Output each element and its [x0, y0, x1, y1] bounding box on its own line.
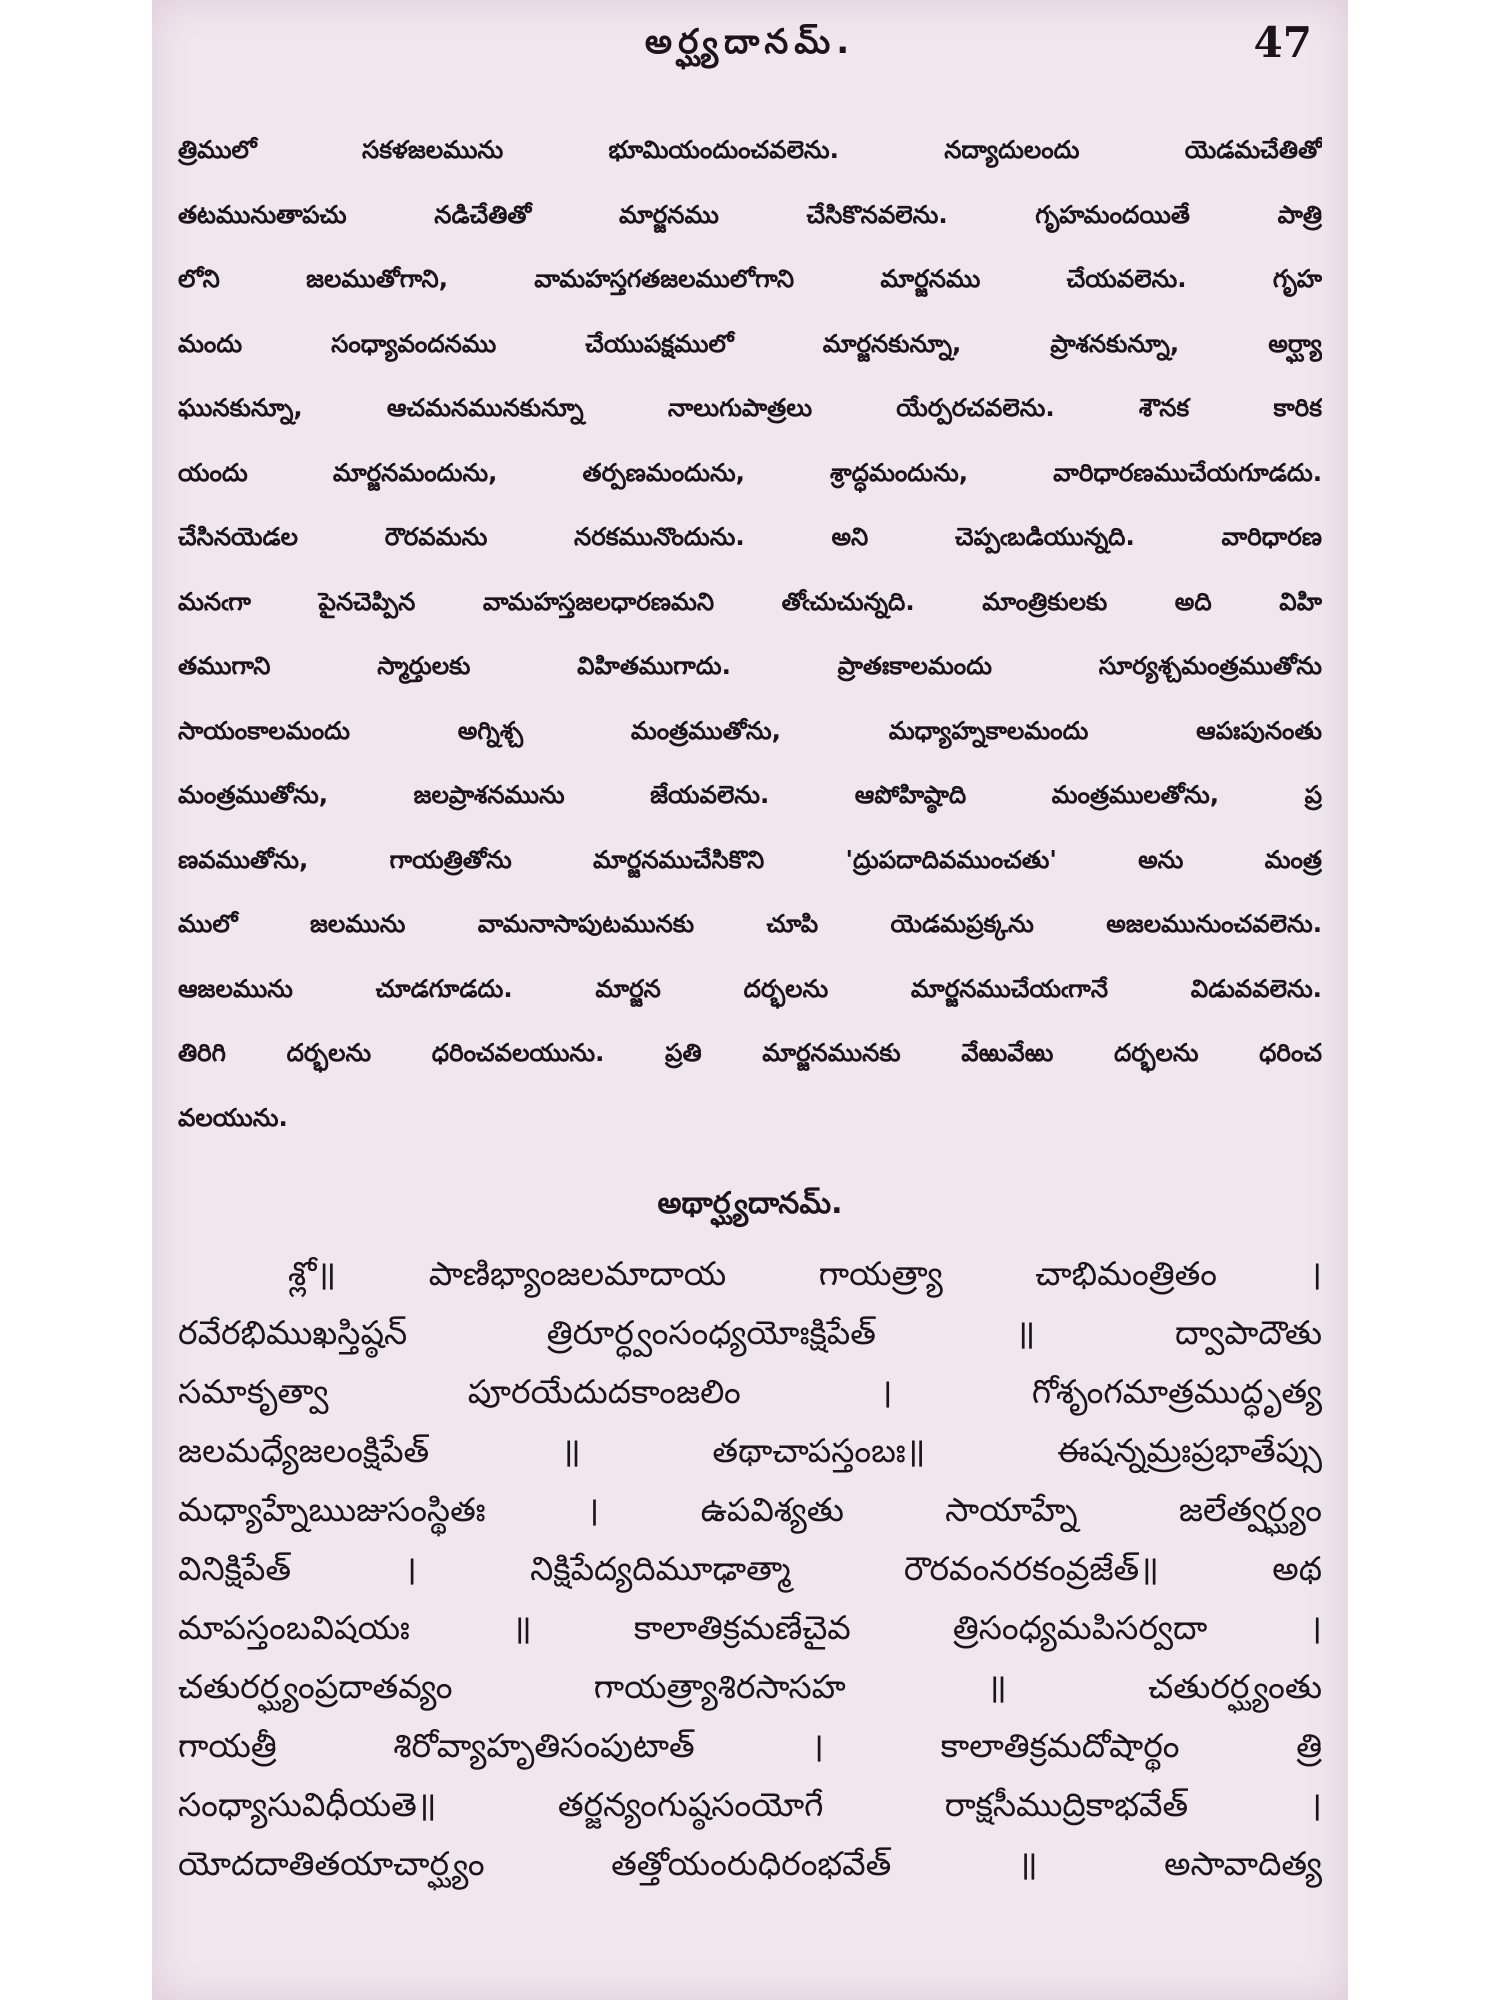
prose-line: త్రిములో సకళజలమును భూమియందుంచవలెను. నద్యాదులందు యెడమచేతితో	[178, 135, 1322, 164]
verse-line: సమాకృత్వా పూరయేదుదకాంజలిం । గోశృంగమాత్రముద్ధృత్య	[178, 1372, 1322, 1411]
prose-line: ణవముతోను, గాయత్రితోను మార్జనముచేసికొని 'ద్రుపదాదివముంచతు' అను మంత్ర	[178, 844, 1322, 874]
prose-line: సాయంకాలమందు అగ్నిశ్చ మంత్రముతోను, మధ్యాహ్నకాలమందు ఆపఃపునంతు	[178, 715, 1322, 745]
verse-line: రవేరభిముఖస్తిష్ఠన్ త్రిరూర్ధ్వంసంధ్యయోఃక్షిపేత్ ॥ ద్వాపాదౌతు	[178, 1313, 1322, 1352]
prose-line: మనఁగా పైనచెప్పిన వామహస్తజలధారణమని తోఁచుచున్నది. మాంత్రికులకు అది విహి	[178, 586, 1322, 616]
verse-line: మధ్యాహ్నేఋజుసంస్థితః । ఉపవిశ్యతు సాయాహ్నే జలేత్వర్ఘ్యం	[178, 1490, 1322, 1529]
prose-line: తముగాని స్మార్తులకు విహితముగాదు. ప్రాతఃకాలమందు సూర్యశ్చమంత్రముతోను	[178, 651, 1322, 680]
prose-line: మంత్రముతోను, జలప్రాశనమును జేయవలెను. ఆపోహిష్ఠాది మంత్రములతోను, ప్ర	[178, 780, 1322, 809]
verse-line: చతురర్ఘ్యంప్రదాతవ్యం గాయత్ర్యాశిరసాసహ ॥ చతురర్ఘ్యంతు	[178, 1667, 1322, 1706]
verse-line: గాయత్రీ శిరోవ్యాహృతిసంపుటాత్ । కాలాతిక్రమదోషార్థం త్రి	[178, 1726, 1322, 1765]
verse-line: యోదదాతితయాచార్ఘ్యం తత్తోయంరుధిరంభవేత్ ॥ అసావాదిత్య	[178, 1844, 1322, 1883]
prose-paragraph	[178, 118, 1322, 1150]
verse-block	[178, 1244, 1322, 1893]
verse-line: జలమధ్యేజలంక్షిపేత్ ॥ తథాచాపస్తంబః॥ ఈషన్నమ్రఃప్రభాతేప్సు	[178, 1431, 1322, 1470]
page-number: 47	[1253, 18, 1312, 67]
prose-line: ఆజలమును చూడగూడదు. మార్జన దర్భలను మార్జనముచేయఁగానే విడువవలెను.	[178, 973, 1322, 1003]
body-text	[178, 118, 1322, 1893]
verse-line: శ్లో॥ పాణిభ్యాంజలమాదాయ గాయత్ర్యా చాభిమంత్రితం ।	[288, 1254, 1322, 1293]
prose-line: వలయును.	[178, 1102, 288, 1132]
book-page	[152, 0, 1348, 2000]
prose-line: తటమునుతాపచు నడిచేతితో మార్జనము చేసికొనవలెను. గృహమందయితే పాత్రి	[178, 199, 1322, 229]
verse-line: సంధ్యాసువిధీయతె॥ తర్జన్యంగుష్ఠసంయోగే రాక్షసీముద్రికాభవేత్ ।	[178, 1785, 1322, 1824]
prose-line: లోని జలముతోగాని, వామహస్తగతజలములోగాని మార్జనము చేయవలెను. గృహ	[178, 264, 1322, 293]
prose-line: ములో జలమును వామనాసాపుటమునకు చూపి యెడమప్రక్కను అజలమునుంచవలెను.	[178, 909, 1322, 938]
prose-line: చేసినయెడల రౌరవమను నరకమునొందును. అని చెప్పఁబడియున్నది. వారిధారణ	[178, 522, 1322, 551]
prose-line: ఘునకున్నూ, ఆచమనమునకున్నూ నాలుగుపాత్రలు యేర్పరచవలెను. శౌనక కారిక	[178, 393, 1322, 422]
page-header	[152, 14, 1348, 84]
prose-line: మందు సంధ్యావందనము చేయుపక్షములో మార్జనకున్నూ, ప్రాశనకున్నూ, అర్ఘ్యా	[178, 328, 1322, 358]
verse-line: వినిక్షిపేత్ । నిక్షిపేద్యదిమూఢాత్మా రౌరవంనరకంవ్రజేత్॥ అథ	[178, 1549, 1322, 1588]
prose-line: తిరిగి దర్భలను ధరించవలయును. ప్రతి మార్జనమునకు వేఱువేఱు దర్భలను ధరించ	[178, 1038, 1322, 1067]
section-heading: అథార్ఘ్యదానమ్.	[657, 1186, 843, 1221]
running-title: అర్ఘ్యదానమ్.	[644, 22, 856, 62]
verse-line: మాపస్తంబవిషయః ॥ కాలాతిక్రమణేచైవ త్రిసంధ్యమపిసర్వదా ।	[178, 1608, 1322, 1647]
prose-line: యందు మార్జనమందును, తర్పణమందును, శ్రాద్ధమందును, వారిధారణముచేయగూడదు.	[178, 457, 1322, 487]
